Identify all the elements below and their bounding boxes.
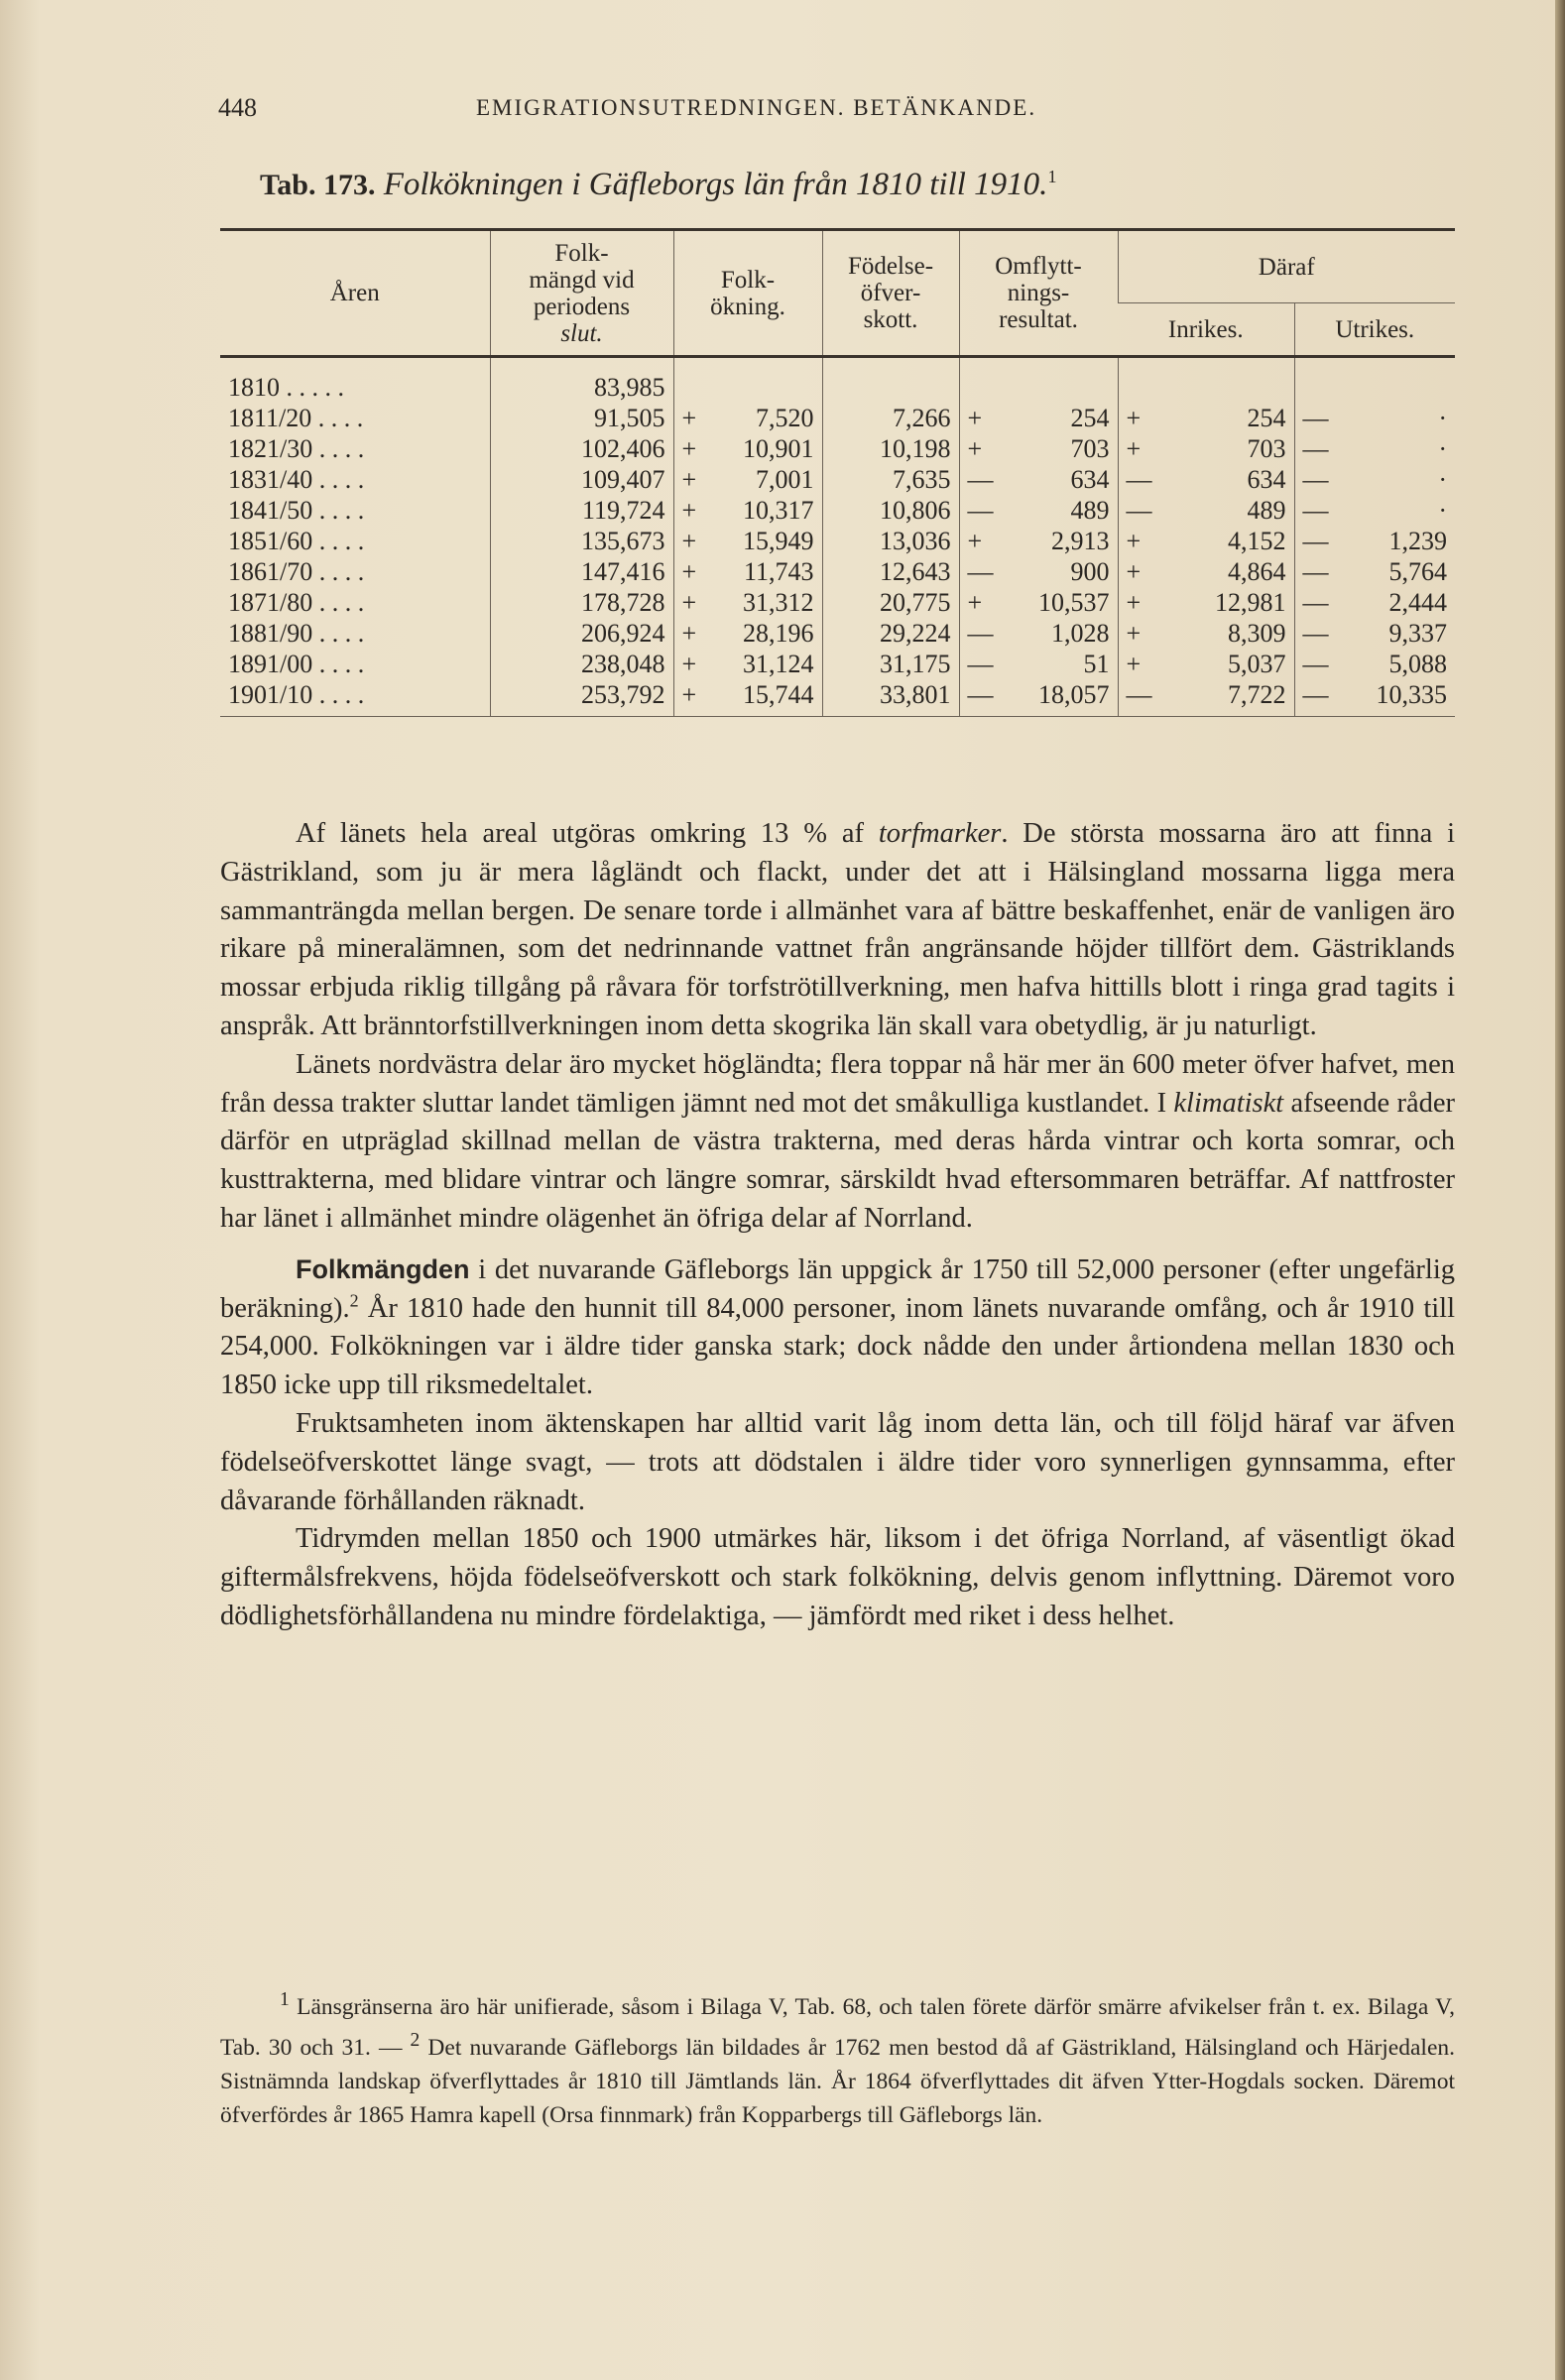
cell-fodelseoverskott: 12,643	[822, 556, 959, 587]
cell-folkokning: + 28,196	[673, 618, 822, 649]
cell-folkokning: + 11,743	[673, 556, 822, 587]
population-table	[220, 228, 1455, 717]
paragraph-fruktsamhet: Fruktsamheten inom äktenskapen har alltid varit låg inom detta län, och till följd häraf var äfven födelseöfverskottet länge svagt, — trots att dödstalen i äldre tider voro synnerligen gynnsamma, efter dåvarande förhållanden räknadt.	[220, 1407, 1455, 1516]
header-inrikes: Inrikes.	[1118, 303, 1294, 357]
cell-utrikes: — 1,239	[1294, 526, 1455, 556]
cell-year: 1861/70 . . . .	[228, 557, 365, 586]
paragraph-tidrymden: Tidrymden mellan 1850 och 1900 utmärkes här, liksom i det öfriga Norrland, af väsentligt ökad giftermålsfrekvens, höjda födelseöfverskott och stark folkökning, delvis genom inflyttning. Däremot voro dödlighetsförhållandena nu mindre fördelaktiga, — jämfördt med riket i dess helhet.	[220, 1523, 1455, 1631]
cell-inrikes: + 703	[1118, 433, 1294, 464]
cell-year: 1831/40 . . . .	[228, 465, 365, 494]
cell-year: 1821/30 . . . .	[228, 434, 365, 463]
cell-omflyttning: + 703	[959, 433, 1118, 464]
table-row	[220, 526, 1455, 556]
cell-omflyttning: + 2,913	[959, 526, 1118, 556]
header-years: Åren	[220, 230, 490, 357]
table-title: Folkökningen i Gäfleborgs län från 1810 till 1910.	[383, 167, 1048, 202]
cell-utrikes: — 5,088	[1294, 649, 1455, 679]
table-row	[220, 403, 1455, 433]
table-caption	[260, 167, 1450, 203]
cell-fodelseoverskott: 31,175	[822, 649, 959, 679]
cell-omflyttning: + 254	[959, 403, 1118, 433]
cell-omflyttning: — 1,028	[959, 618, 1118, 649]
header-daraf: Däraf	[1118, 230, 1455, 303]
cell-fodelseoverskott: 13,036	[822, 526, 959, 556]
cell-utrikes: — 5,764	[1294, 556, 1455, 587]
cell-inrikes: + 4,864	[1118, 556, 1294, 587]
paragraph-torfmarker: Af länets hela areal utgöras omkring 13 % af torfmarker. De största mossarna äro att finna i Gästrikland, som ju är mera lågländt och flackt, under det att i Hälsingland mossarna ligga mera sammanträngda mellan bergen. De senare torde i allmänhet vara af bättre beskaffenhet, enär de vanligen äro rikare på mineralämnen, som det nedrinnande vattnet från angränsande höjder tillfört dem. Gästriklands mossar erbjuda riklig tillgång på råvara för torfströtillverkning, men hafva hittills blott i ringa grad tagits i anspråk. Att bränntorfstillverkningen inom detta skogrika län skall vara obetydlig, är ju naturligt.	[220, 818, 1455, 1041]
cell-fodelseoverskott: 29,224	[822, 618, 959, 649]
cell-folkokning	[673, 357, 822, 404]
cell-fodelseoverskott: 7,635	[822, 464, 959, 495]
cell-folkokning: + 7,001	[673, 464, 822, 495]
footnote-mark: 1	[1047, 167, 1057, 186]
footnotes	[220, 1983, 1455, 2132]
book-spine-edge	[1555, 0, 1565, 2380]
table-row	[220, 495, 1455, 526]
table-row	[220, 464, 1455, 495]
cell-utrikes: — ·	[1294, 495, 1455, 526]
cell-utrikes: — 2,444	[1294, 587, 1455, 618]
cell-folkokning: + 10,901	[673, 433, 822, 464]
running-title: EMIGRATIONSUTREDNINGEN. BETÄNKANDE.	[476, 95, 1037, 120]
cell-inrikes: — 489	[1118, 495, 1294, 526]
cell-folkokning: + 31,124	[673, 649, 822, 679]
cell-folkokning: + 15,744	[673, 679, 822, 717]
header-folkmangd: Folk- mängd vid periodens slut.	[490, 230, 673, 357]
cell-omflyttning: — 900	[959, 556, 1118, 587]
body-text	[220, 815, 1455, 1636]
cell-folkmangd: 147,416	[490, 556, 673, 587]
cell-inrikes: + 8,309	[1118, 618, 1294, 649]
table-row	[220, 649, 1455, 679]
cell-folkmangd: 102,406	[490, 433, 673, 464]
header-fodelseoverskott: Födelse- öfver- skott.	[822, 230, 959, 357]
cell-omflyttning: — 634	[959, 464, 1118, 495]
cell-fodelseoverskott	[822, 357, 959, 404]
cell-year: 1811/20 . . . .	[228, 404, 364, 432]
cell-folkmangd: 206,924	[490, 618, 673, 649]
cell-year: 1810 . . . . .	[228, 373, 344, 402]
page-number: 448	[218, 93, 257, 122]
header-omflyttning: Omflytt- nings- resultat.	[959, 230, 1118, 357]
table-row	[220, 357, 1455, 404]
cell-utrikes: — ·	[1294, 433, 1455, 464]
cell-inrikes: — 7,722	[1118, 679, 1294, 717]
header-folkokning: Folk- ökning.	[673, 230, 822, 357]
header-utrikes: Utrikes.	[1294, 303, 1455, 357]
cell-fodelseoverskott: 20,775	[822, 587, 959, 618]
cell-folkmangd: 91,505	[490, 403, 673, 433]
cell-folkokning: + 15,949	[673, 526, 822, 556]
cell-year: 1871/80 . . . .	[228, 588, 365, 617]
cell-omflyttning: — 18,057	[959, 679, 1118, 717]
cell-folkmangd: 135,673	[490, 526, 673, 556]
cell-inrikes	[1118, 357, 1294, 404]
cell-folkmangd: 119,724	[490, 495, 673, 526]
cell-omflyttning: — 489	[959, 495, 1118, 526]
cell-year: 1851/60 . . . .	[228, 527, 365, 555]
cell-year: 1901/10 . . . .	[220, 679, 490, 717]
cell-omflyttning	[959, 357, 1118, 404]
cell-folkokning: + 7,520	[673, 403, 822, 433]
cell-year: 1841/50 . . . .	[228, 496, 365, 525]
cell-folkmangd: 109,407	[490, 464, 673, 495]
cell-folkokning: + 10,317	[673, 495, 822, 526]
cell-fodelseoverskott: 7,266	[822, 403, 959, 433]
cell-folkokning: + 31,312	[673, 587, 822, 618]
cell-utrikes	[1294, 357, 1455, 404]
cell-inrikes: + 254	[1118, 403, 1294, 433]
paragraph-folkmangden: Folkmängden i det nuvarande Gäfleborgs län uppgick år 1750 till 52,000 personer (efter ungefärlig beräkning).$^2$ År 1810 hade den hunnit till 84,000 personer, inom länets nuvarande omfång, och år 1910 till 254,000. Folkökningen var i äldre tider ganska stark; dock nådde den under årtiondena mellan 1830 och 1850 icke upp till riksmedeltalet.	[220, 1253, 1455, 1401]
table-row	[220, 587, 1455, 618]
cell-omflyttning: — 51	[959, 649, 1118, 679]
cell-inrikes: + 4,152	[1118, 526, 1294, 556]
cell-utrikes: — ·	[1294, 464, 1455, 495]
paragraph-klimat: Länets nordvästra delar äro mycket högländta; flera toppar nå här mer än 600 meter öfver hafvet, men från dessa trakter sluttar landet tämligen jämnt ned mot det småkulliga kustlandet. I klimatiskt afseende råder därför en utpräglad skillnad mellan de västra trakterna, med deras hårda vintrar och korta somrar, och kusttrakterna, med blidare vintrar och längre somrar, särskildt hvad eftersommaren beträffar. Af nattfroster har länet i allmänhet mindre olägenhet än öfriga delar af Norrland.	[220, 1048, 1455, 1234]
cell-inrikes: + 12,981	[1118, 587, 1294, 618]
cell-folkmangd: 253,792	[490, 679, 673, 717]
cell-inrikes: — 634	[1118, 464, 1294, 495]
cell-utrikes: — 9,337	[1294, 618, 1455, 649]
footnote-text: $^1$ Länsgränserna äro här unifierade, såsom i Bilaga V, Tab. 68, och talen förete därför smärre afvikelser från t. ex. Bilaga V, Tab. 30 och 31. — $^2$ Det nuvarande Gäfleborgs län bildades år 1762 men bestod då af Gästrikland, Hälsingland och Härjedalen. Sistnämnda landskap öfverflyttades år 1810 till Jämtlands län. År 1864 öfverflyttades dit äfven Ytter-Hogdals socken. Däremot öfverfördes år 1865 Hamra kapell (Orsa finnmark) från Kopparbergs till Gäfleborgs län.	[220, 1989, 1455, 2128]
table-row	[220, 618, 1455, 649]
cell-omflyttning: + 10,537	[959, 587, 1118, 618]
cell-utrikes: — 10,335	[1294, 679, 1455, 717]
cell-folkmangd: 238,048	[490, 649, 673, 679]
cell-fodelseoverskott: 33,801	[822, 679, 959, 717]
cell-year: 1881/90 . . . .	[228, 619, 365, 648]
cell-folkmangd: 178,728	[490, 587, 673, 618]
cell-fodelseoverskott: 10,198	[822, 433, 959, 464]
table-row	[220, 679, 1455, 717]
cell-folkmangd: 83,985	[490, 357, 673, 404]
table-number: Tab. 173.	[260, 169, 376, 201]
cell-utrikes: — ·	[1294, 403, 1455, 433]
cell-fodelseoverskott: 10,806	[822, 495, 959, 526]
table-row	[220, 556, 1455, 587]
cell-inrikes: + 5,037	[1118, 649, 1294, 679]
table-row	[220, 433, 1455, 464]
cell-year: 1891/00 . . . .	[228, 650, 365, 678]
